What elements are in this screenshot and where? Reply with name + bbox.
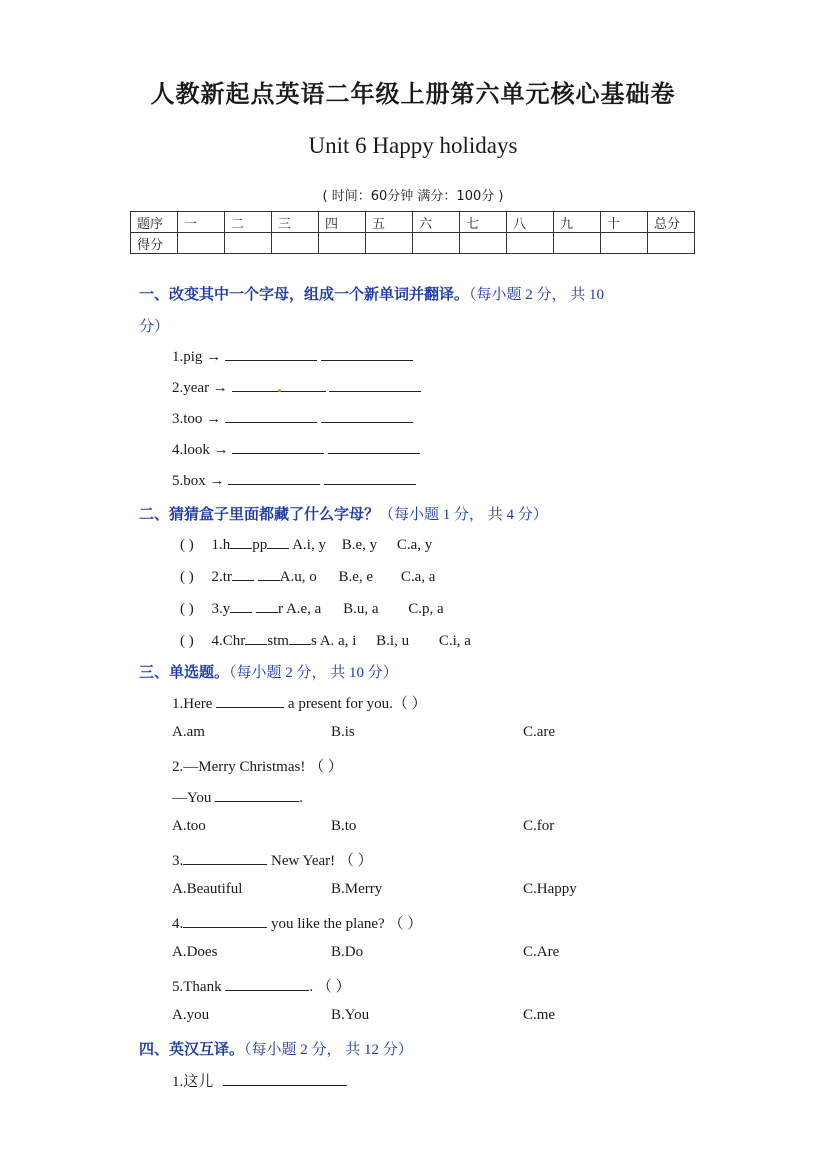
s3-option[interactable]: C.me	[523, 1007, 556, 1023]
question-text: 5.Thank	[172, 979, 222, 995]
question-text: New Year!	[271, 853, 336, 869]
score-cell: 七	[460, 212, 507, 233]
option-a[interactable]: A.i, y	[292, 537, 326, 553]
option-c[interactable]: C.p, a	[408, 601, 444, 617]
letter-blank[interactable]	[267, 534, 289, 549]
s3-option[interactable]: B.You	[331, 1007, 370, 1023]
answer-paren[interactable]: （ ）	[392, 696, 427, 712]
answer-blank[interactable]	[329, 377, 421, 392]
s3-option[interactable]: C.are	[523, 724, 556, 740]
s3-question-cont: —You .	[172, 787, 303, 807]
s3-option[interactable]: C.Are	[523, 944, 560, 960]
section4-note: （每小题 2 分， 共 12 分）	[244, 1042, 413, 1058]
letter-blank[interactable]	[245, 630, 267, 645]
s3-option[interactable]: B.is	[331, 724, 355, 740]
score-cell: 题序	[131, 212, 178, 233]
section3-title: 三、单选题。	[139, 663, 230, 681]
question-text: .	[309, 979, 314, 995]
answer-paren[interactable]: ( )	[180, 569, 194, 585]
section4-heading	[139, 1038, 413, 1059]
section2-heading	[139, 503, 548, 524]
section2-title: 二、猜猜盒子里面都藏了什么字母？	[139, 505, 380, 523]
s3-question	[172, 849, 373, 870]
score-table-score-row	[131, 233, 695, 254]
score-input-cell[interactable]	[178, 233, 225, 254]
answer-blank[interactable]	[228, 470, 320, 485]
answer-blank[interactable]	[225, 346, 317, 361]
option-c[interactable]: C.a, y	[396, 537, 433, 553]
s3-option[interactable]: A.am	[172, 724, 205, 740]
s2-stem: s	[310, 633, 317, 649]
section3-heading	[139, 661, 398, 682]
letter-blank[interactable]	[230, 598, 252, 613]
s2-item	[180, 566, 435, 586]
score-row-label: 得分	[131, 233, 178, 254]
score-cell: 四	[319, 212, 366, 233]
question-text: you like the plane?	[271, 916, 385, 932]
option-a[interactable]: A.u, o	[279, 569, 317, 585]
page-title: 人教新起点英语二年级上册第六单元核心基础卷	[150, 80, 676, 108]
section1-note: （每小题 2 分， 共 10	[469, 287, 605, 303]
letter-blank[interactable]	[289, 630, 311, 645]
s2-stem: pp	[252, 537, 268, 553]
s2-stem: 3.y	[211, 601, 231, 617]
time-info: ( 时间：60分钟 满分：100分 )	[322, 189, 504, 204]
dot-mark	[278, 389, 281, 392]
answer-blank[interactable]	[223, 1071, 347, 1086]
s1-item-text: 5.box →	[172, 473, 225, 489]
score-cell: 三	[272, 212, 319, 233]
answer-blank[interactable]	[324, 470, 416, 485]
s3-option[interactable]: C.for	[523, 818, 555, 834]
s3-question	[172, 912, 422, 933]
letter-blank[interactable]	[230, 534, 252, 549]
answer-paren[interactable]: （ ）	[316, 979, 351, 995]
answer-blank[interactable]	[321, 408, 413, 423]
s4-item-text: 1.这儿	[172, 1074, 214, 1090]
answer-paren[interactable]: （ ）	[388, 916, 423, 932]
option-b[interactable]: B.e, e	[338, 569, 374, 585]
score-input-cell[interactable]	[413, 233, 460, 254]
score-input-cell[interactable]	[507, 233, 554, 254]
section2-note: （每小题 1 分， 共 4 分）	[379, 507, 548, 523]
s3-option[interactable]: A.you	[172, 1007, 210, 1023]
option-c[interactable]: C.i, a	[438, 633, 471, 649]
answer-blank[interactable]	[225, 976, 309, 991]
score-input-cell[interactable]	[319, 233, 366, 254]
s1-item-text: 3.too →	[172, 411, 222, 427]
s2-stem: 4.Chr	[211, 633, 246, 649]
s2-stem: r	[278, 601, 283, 617]
score-input-cell[interactable]	[648, 233, 695, 254]
score-table-header-row	[131, 212, 695, 233]
question-text: —You	[172, 790, 212, 806]
answer-blank[interactable]	[183, 850, 267, 865]
section1-heading	[139, 283, 604, 304]
score-cell: 六	[413, 212, 460, 233]
answer-blank[interactable]	[328, 439, 420, 454]
s2-item	[180, 598, 444, 618]
s3-option[interactable]: C.Happy	[523, 881, 577, 897]
s3-option[interactable]: B.Merry	[331, 881, 383, 897]
s3-option[interactable]: A.Beautiful	[172, 881, 243, 897]
score-input-cell[interactable]	[554, 233, 601, 254]
answer-paren[interactable]: （ ）	[338, 853, 373, 869]
s1-item	[172, 377, 421, 397]
question-text: 3.	[172, 853, 184, 869]
letter-blank[interactable]	[258, 566, 280, 581]
question-text: 1.Here	[172, 696, 213, 712]
unit-subtitle: Unit 6 Happy holidays	[308, 133, 518, 158]
s1-item	[172, 346, 413, 366]
s3-question	[172, 692, 427, 713]
s4-item	[172, 1070, 347, 1091]
score-cell: 二	[225, 212, 272, 233]
score-input-cell[interactable]	[601, 233, 648, 254]
letter-blank[interactable]	[232, 566, 254, 581]
section1-note-cont: 分）	[139, 319, 170, 335]
s1-item-text: 1.pig →	[172, 349, 222, 365]
score-table	[130, 211, 695, 254]
question-text: a present for you.	[287, 696, 393, 712]
s3-option[interactable]: B.Do	[331, 944, 364, 960]
option-b[interactable]: B.e, y	[341, 537, 378, 553]
option-b[interactable]: B.u, a	[343, 601, 379, 617]
s2-stem: 1.h	[211, 537, 231, 553]
option-a[interactable]: A.e, a	[285, 601, 322, 617]
s3-option[interactable]: B.to	[331, 818, 357, 834]
score-cell: 五	[366, 212, 413, 233]
s1-item-text: 2.year →	[172, 380, 228, 396]
answer-blank[interactable]	[215, 787, 299, 802]
s3-option[interactable]: A.Does	[172, 944, 218, 960]
score-cell: 总分	[648, 212, 695, 233]
answer-paren[interactable]: ( )	[180, 601, 194, 617]
s1-item-text: 4.look →	[172, 442, 229, 458]
s3-question	[172, 975, 351, 996]
section4-title: 四、英汉互译。	[139, 1040, 245, 1058]
answer-blank[interactable]	[232, 439, 324, 454]
answer-blank[interactable]	[183, 913, 267, 928]
option-a[interactable]: A. a, i	[319, 633, 357, 649]
answer-paren[interactable]: ( )	[180, 633, 194, 649]
s3-question	[172, 755, 343, 776]
s1-item	[172, 470, 416, 490]
section1-title: 一、改变其中一个字母，组成一个新单词并翻译。	[139, 285, 470, 303]
s1-item	[172, 408, 413, 428]
score-cell: 一	[178, 212, 225, 233]
score-input-cell[interactable]	[272, 233, 319, 254]
answer-paren[interactable]: ( )	[180, 537, 194, 553]
answer-blank[interactable]	[216, 693, 284, 708]
question-text: 2.—Merry Christmas!	[172, 759, 306, 775]
score-input-cell[interactable]	[225, 233, 272, 254]
section3-note: （每小题 2 分， 共 10 分）	[229, 665, 398, 681]
score-cell: 十	[601, 212, 648, 233]
s2-stem: stm	[267, 633, 289, 649]
answer-blank[interactable]	[225, 408, 317, 423]
answer-paren[interactable]: （ ）	[309, 759, 343, 775]
score-input-cell[interactable]	[366, 233, 413, 254]
s2-stem: 2.tr	[211, 569, 232, 585]
s3-option[interactable]: A.too	[172, 818, 206, 834]
option-b[interactable]: B.i, u	[376, 633, 410, 649]
s2-item	[180, 630, 471, 650]
score-input-cell[interactable]	[460, 233, 507, 254]
score-cell: 八	[507, 212, 554, 233]
answer-blank[interactable]	[321, 346, 413, 361]
s2-item	[180, 534, 432, 554]
question-text: 4.	[172, 916, 184, 932]
score-cell: 九	[554, 212, 601, 233]
letter-blank[interactable]	[256, 598, 278, 613]
option-c[interactable]: C.a, a	[400, 569, 436, 585]
s1-item	[172, 439, 420, 459]
